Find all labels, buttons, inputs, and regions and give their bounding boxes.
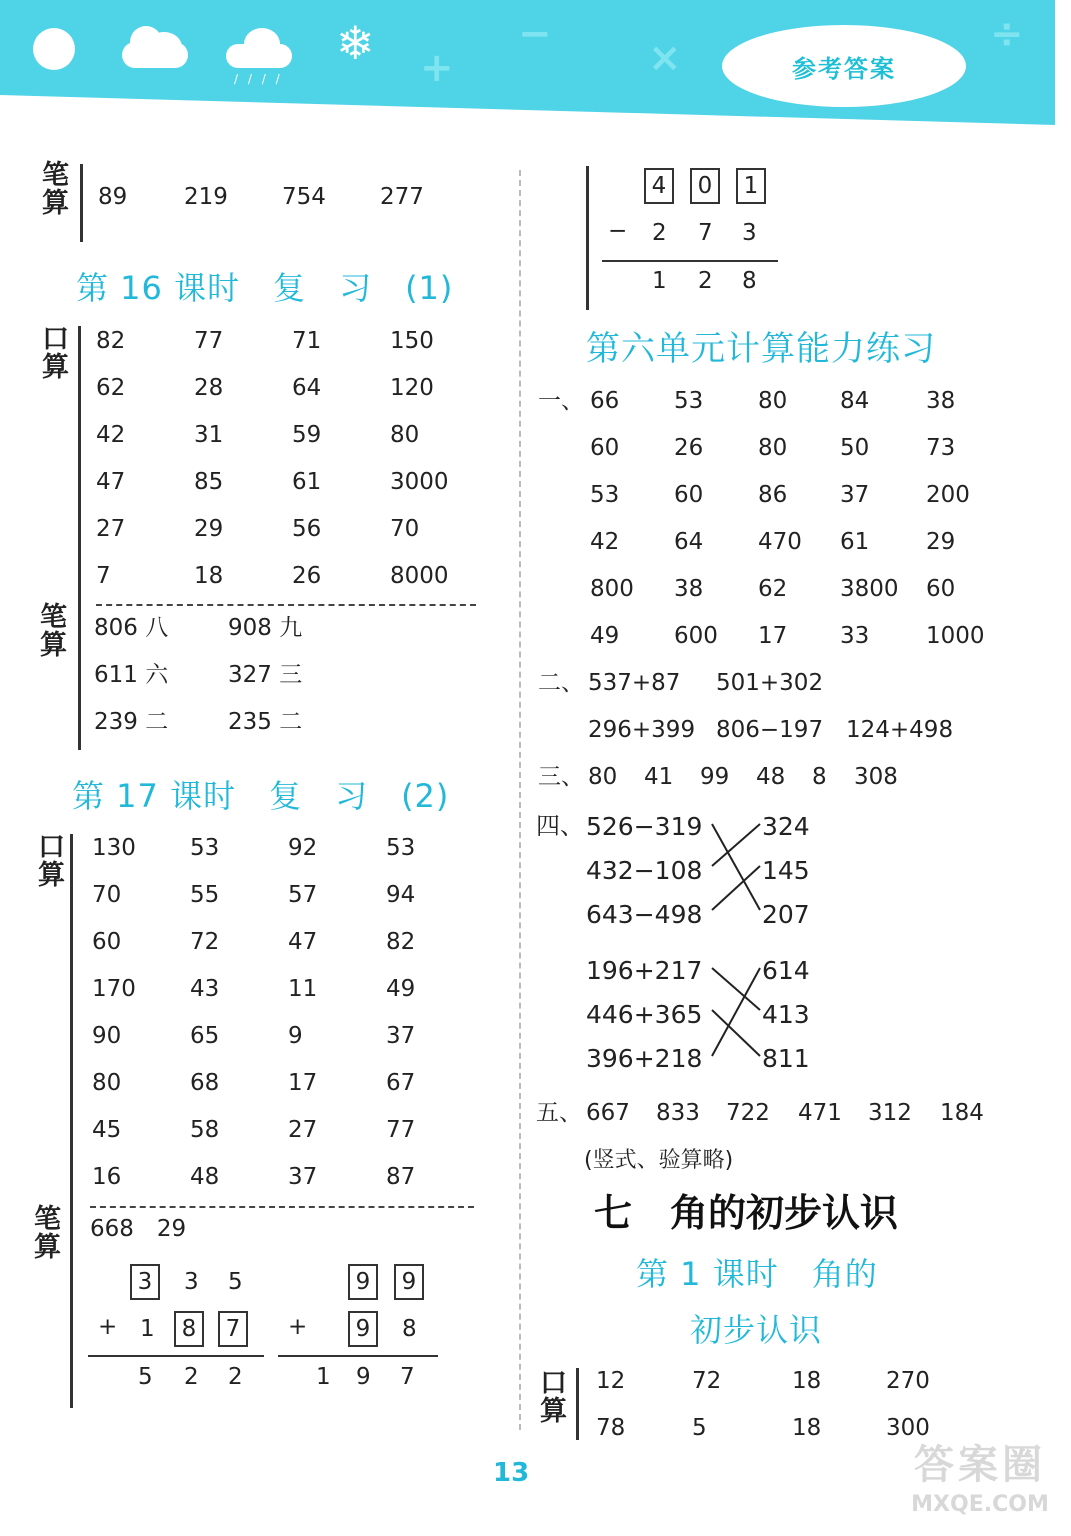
answer-value: 56 <box>292 516 322 542</box>
watermark-domain: MXQE.COM <box>911 1492 1049 1517</box>
answer-value: 8000 <box>390 563 449 589</box>
answer-value: 908 九 <box>228 615 303 641</box>
answer-value: 120 <box>390 375 434 401</box>
match-answer: 324 <box>762 812 810 841</box>
rain-cloud-icon: / / / / <box>226 28 296 83</box>
match-line <box>712 1010 760 1056</box>
answer-value: 94 <box>386 882 416 908</box>
answer-value: 130 <box>92 835 136 861</box>
answer-value: 70 <box>92 882 122 908</box>
page-number: 13 <box>493 1458 530 1488</box>
answer-value: 667 <box>586 1100 630 1126</box>
answer-value: 18 <box>194 563 224 589</box>
answer-value: 77 <box>194 328 224 354</box>
answer-value: 85 <box>194 469 224 495</box>
answer-value: 26 <box>292 563 322 589</box>
digit: 5 <box>138 1364 153 1390</box>
q1-label: 一、 <box>538 388 584 414</box>
match-line <box>712 968 760 1010</box>
digit-box: 9 <box>394 1264 424 1300</box>
lesson1-title-line2: 初步认识 <box>690 1311 823 1349</box>
answer-value: 49 <box>386 976 416 1002</box>
answer-value: 82 <box>386 929 416 955</box>
answer-value: 47 <box>96 469 126 495</box>
answer-value: 53 <box>674 388 704 414</box>
answer-value: 29 <box>926 529 956 555</box>
answer-value: 37 <box>386 1023 416 1049</box>
answer-value: 42 <box>590 529 620 555</box>
answer-value: 270 <box>886 1368 930 1394</box>
answer-value: 58 <box>190 1117 220 1143</box>
answer-value: 471 <box>798 1100 842 1126</box>
unit6-title: 第六单元计算能力练习 <box>586 329 936 369</box>
answer-value: 72 <box>190 929 220 955</box>
watermark-text: 答案圈 <box>914 1442 1046 1488</box>
match-line <box>712 968 760 1056</box>
q5-label: 五、 <box>536 1100 582 1126</box>
answer-value: 60 <box>674 482 704 508</box>
digit: 3 <box>742 220 757 246</box>
section-rule <box>576 1368 579 1440</box>
answer-value: 84 <box>840 388 870 414</box>
answer-value: 1000 <box>926 623 985 649</box>
lesson17-title: 第 17 课时 复 习 (2) <box>72 777 450 815</box>
answer-value: 77 <box>386 1117 416 1143</box>
written-label: 笔算 <box>40 602 67 662</box>
answer-value: 12 <box>596 1368 626 1394</box>
lesson16-title: 第 16 课时 复 习 (1) <box>76 269 454 307</box>
match-expression: 396+218 <box>586 1044 703 1073</box>
digit: 5 <box>228 1269 243 1295</box>
match-line <box>712 866 760 910</box>
answer-value: 80 <box>588 764 618 790</box>
answer-value: 800 <box>590 576 634 602</box>
answer-value: 60 <box>590 435 620 461</box>
answer-value: 18 <box>792 1368 822 1394</box>
answer-value: 48 <box>190 1164 220 1190</box>
match-expression: 196+217 <box>586 956 703 985</box>
answer-value: 470 <box>758 529 802 555</box>
digit: 2 <box>698 268 713 294</box>
match-line <box>712 824 760 866</box>
answer-value: 70 <box>390 516 420 542</box>
answer-value: 73 <box>926 435 956 461</box>
answer-value: 3000 <box>390 469 449 495</box>
answer-value: 833 <box>656 1100 700 1126</box>
answer-value: 62 <box>758 576 788 602</box>
answer-value: 9 <box>288 1023 303 1049</box>
q5-note: (竖式、验算略) <box>584 1148 734 1173</box>
answer-value: 38 <box>674 576 704 602</box>
match-expression: 446+365 <box>586 1000 703 1029</box>
answer-value: 235 二 <box>228 709 303 735</box>
q3-label: 三、 <box>538 764 584 790</box>
answer-value: 16 <box>92 1164 122 1190</box>
answer-value: 80 <box>92 1070 122 1096</box>
expression: 501+302 <box>716 670 824 696</box>
answer-value: 68 <box>190 1070 220 1096</box>
digit: 9 <box>356 1364 371 1390</box>
answer-value: 55 <box>190 882 220 908</box>
answer-value: 99 <box>700 764 730 790</box>
answer-value: 60 <box>926 576 956 602</box>
answer-value: 61 <box>292 469 322 495</box>
answer-value: 29 <box>194 516 224 542</box>
answer-value: 5 <box>692 1415 707 1441</box>
answer-value: 312 <box>868 1100 912 1126</box>
answer-value: 18 <box>792 1415 822 1441</box>
match-expression: 526−319 <box>586 812 703 841</box>
answer-value: 11 <box>288 976 318 1002</box>
answer-value: 48 <box>756 764 786 790</box>
digit: 1 <box>140 1316 155 1342</box>
oral-label: 口算 <box>42 324 69 384</box>
answer-value: 3800 <box>840 576 899 602</box>
answer-value: 45 <box>92 1117 122 1143</box>
answer-value: 62 <box>96 375 126 401</box>
answer-value: 27 <box>288 1117 318 1143</box>
expression: 296+399 <box>588 717 696 743</box>
chapter7-title: 七 角的初步认识 <box>594 1191 899 1235</box>
answer-value: 60 <box>92 929 122 955</box>
answer-value: 200 <box>926 482 970 508</box>
divide-icon: ÷ <box>990 11 1024 57</box>
answer-value: 43 <box>190 976 220 1002</box>
digit: 1 <box>316 1364 331 1390</box>
answer-value: 28 <box>194 375 224 401</box>
answer-value: 8 <box>812 764 827 790</box>
answer-value: 17 <box>288 1070 318 1096</box>
digit-box: 0 <box>690 168 720 204</box>
answer-value: 78 <box>596 1415 626 1441</box>
written-line: 668 29 <box>90 1216 187 1242</box>
answer-value: 31 <box>194 422 224 448</box>
match-answer: 145 <box>762 856 810 885</box>
written-label: 笔算 <box>34 1204 61 1264</box>
answer-value: 47 <box>288 929 318 955</box>
answer-value: 806 八 <box>94 615 169 641</box>
match-line <box>712 824 760 910</box>
answer-value: 754 <box>282 184 326 210</box>
answer-value: 184 <box>940 1100 984 1126</box>
answer-value: 600 <box>674 623 718 649</box>
answer-value: 722 <box>726 1100 770 1126</box>
answer-value: 64 <box>292 375 322 401</box>
digit: 7 <box>400 1364 415 1390</box>
answer-value: 7 <box>96 563 111 589</box>
answer-value: 80 <box>390 422 420 448</box>
answer-value: 277 <box>380 184 424 210</box>
answer-value: 17 <box>758 623 788 649</box>
digit: 1 <box>652 268 667 294</box>
answer-value: 65 <box>190 1023 220 1049</box>
answer-value: 90 <box>92 1023 122 1049</box>
answer-value: 80 <box>758 435 788 461</box>
answer-value: 82 <box>96 328 126 354</box>
plus-icon: + <box>420 45 454 91</box>
answer-value: 37 <box>840 482 870 508</box>
answer-value: 327 三 <box>228 662 303 688</box>
digit: 7 <box>698 220 713 246</box>
digit-box: 9 <box>348 1264 378 1300</box>
snowflake-icon: ❄ <box>336 16 375 70</box>
answer-value: 37 <box>288 1164 318 1190</box>
answer-badge: 参考答案 <box>722 25 966 107</box>
digit-box: 4 <box>644 168 674 204</box>
oral-label: 口算 <box>38 832 65 892</box>
answer-value: 53 <box>386 835 416 861</box>
answer-value: 72 <box>692 1368 722 1394</box>
digit-box: 8 <box>174 1311 204 1347</box>
answer-value: 53 <box>590 482 620 508</box>
digit-box: 1 <box>736 168 766 204</box>
digit: 8 <box>742 268 757 294</box>
digit-box: 9 <box>348 1311 378 1347</box>
answer-value: 38 <box>926 388 956 414</box>
match-expression: 643−498 <box>586 900 703 929</box>
watermark-logo <box>895 1442 1065 1530</box>
expression: 806−197 <box>716 717 824 743</box>
answer-value: 26 <box>674 435 704 461</box>
q4-label: 四、 <box>536 812 584 840</box>
answer-value: 53 <box>190 835 220 861</box>
minus-icon: − <box>518 11 552 57</box>
answer-value: 170 <box>92 976 136 1002</box>
digit: 2 <box>228 1364 243 1390</box>
digit: 8 <box>402 1316 417 1342</box>
expression: 537+87 <box>588 670 681 696</box>
q2-label: 二、 <box>538 670 584 696</box>
oral-label: 口算 <box>540 1368 567 1428</box>
answer-value: 86 <box>758 482 788 508</box>
match-answer: 413 <box>762 1000 810 1029</box>
digit-box: 3 <box>130 1264 160 1300</box>
digit-box: 7 <box>218 1311 248 1347</box>
digit: 2 <box>184 1364 199 1390</box>
answer-value: 71 <box>292 328 322 354</box>
answer-value: 300 <box>886 1415 930 1441</box>
answer-value: 239 二 <box>94 709 169 735</box>
digit: 3 <box>184 1269 199 1295</box>
answer-value: 80 <box>758 388 788 414</box>
answer-value: 89 <box>98 184 128 210</box>
times-icon: × <box>648 35 682 81</box>
answer-value: 57 <box>288 882 318 908</box>
answer-value: 150 <box>390 328 434 354</box>
digit: 2 <box>652 220 667 246</box>
answer-value: 92 <box>288 835 318 861</box>
answer-value: 33 <box>840 623 870 649</box>
answer-value: 308 <box>854 764 898 790</box>
answer-value: 87 <box>386 1164 416 1190</box>
match-expression: 432−108 <box>586 856 703 885</box>
answer-value: 219 <box>184 184 228 210</box>
answer-value: 50 <box>840 435 870 461</box>
match-answer: 811 <box>762 1044 810 1073</box>
answer-value: 66 <box>590 388 620 414</box>
answer-value: 59 <box>292 422 322 448</box>
answer-value: 611 六 <box>94 662 169 688</box>
match-answer: 614 <box>762 956 810 985</box>
answer-value: 67 <box>386 1070 416 1096</box>
lesson1-title-line1: 第 1 课时 角的 <box>636 1255 878 1293</box>
answer-value: 42 <box>96 422 126 448</box>
answer-value: 41 <box>644 764 674 790</box>
operator: + <box>288 1314 308 1340</box>
expression: 124+498 <box>846 717 954 743</box>
match-answer: 207 <box>762 900 810 929</box>
written-label: 笔算 <box>42 160 69 220</box>
answer-value: 64 <box>674 529 704 555</box>
answer-value: 27 <box>96 516 126 542</box>
operator: + <box>98 1314 118 1340</box>
operator: − <box>608 218 628 244</box>
answer-value: 61 <box>840 529 870 555</box>
answer-value: 49 <box>590 623 620 649</box>
